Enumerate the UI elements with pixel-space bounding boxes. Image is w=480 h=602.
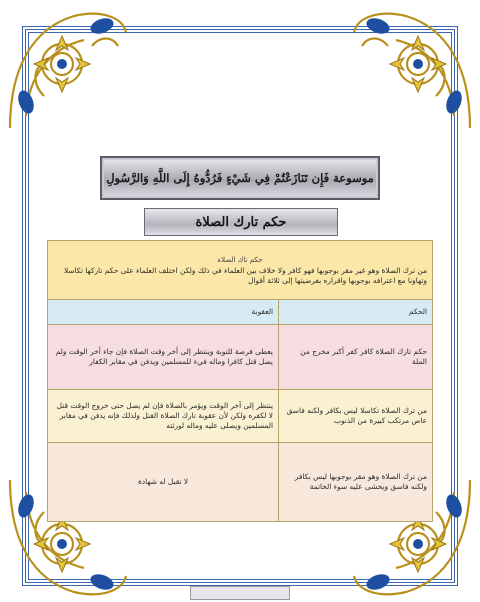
punishment-cell: يعطى فرصة للتوبة وينتظر إلى أخر وقت الصلاة فإن جاء أخر الوقت ولم يصل قتل كافرا وماله فيء للمسلمين ويدفن في مقابر الكفار	[48, 325, 279, 390]
footer-banner	[190, 586, 290, 600]
ruling-cell: من ترك الصلاة تكاسلا ليس بكافر ولكنه فاسق عاص مرتكب كبيرة من الذنوب	[279, 390, 433, 443]
header-punishment: العقوبة	[48, 300, 279, 325]
table-row	[48, 443, 433, 522]
ruling-cell: من ترك الصلاة وهو مقر بوجوبها ليس بكافر ولكنه فاسق ويخشى عليه سوء الخاتمة	[279, 443, 433, 522]
table-header-row	[48, 300, 433, 325]
header-ruling: الحكم	[279, 300, 433, 325]
ruling-table	[47, 240, 433, 522]
ruling-cell: حكم تارك الصلاة كافر كفر أكبر مخرج من الملة	[279, 325, 433, 390]
table-row	[48, 390, 433, 443]
intro-row	[48, 241, 433, 300]
punishment-cell: لا تقبل له شهادة	[48, 443, 279, 522]
page-title-text: حكم تارك الصلاة	[195, 214, 287, 230]
banner-text: موسوعة فَإِن تَنَازَعْتُمْ فِي شَيْءٍ فَرُدُّوهُ إِلَى اللَّهِ وَالرَّسُولِ	[106, 171, 374, 185]
intro-title: حكم تاك الصلاة	[217, 255, 263, 264]
intro-body: من ترك الصلاة وهو غير مقر بوجوبها فهو كافر ولا خلاف بين العلماء في ذلك ولكن اختلف العلماء على حكم تاركها تكاسلا وتهاونا مع اعترافه بوجوبها واقراره بفرضيتها إلى ثلاثة أقوال	[63, 265, 427, 285]
floral-corner-ornament-icon	[4, 6, 132, 134]
page-title	[144, 208, 338, 236]
punishment-cell: ينتظر إلى آخر الوقت ويؤمر بالصلاة فإن لم يصل حتى خروج الوقت قتل لا لكفره ولكن لأن عقوبة تارك الصلاة القتل ولذلك فإنه يدفن في مقابر المسلمين ويصلى عليه وماله لورثته	[48, 390, 279, 443]
encyclopedia-banner	[100, 156, 380, 200]
table-row	[48, 325, 433, 390]
floral-corner-ornament-icon	[348, 6, 476, 134]
intro-cell	[48, 241, 433, 300]
